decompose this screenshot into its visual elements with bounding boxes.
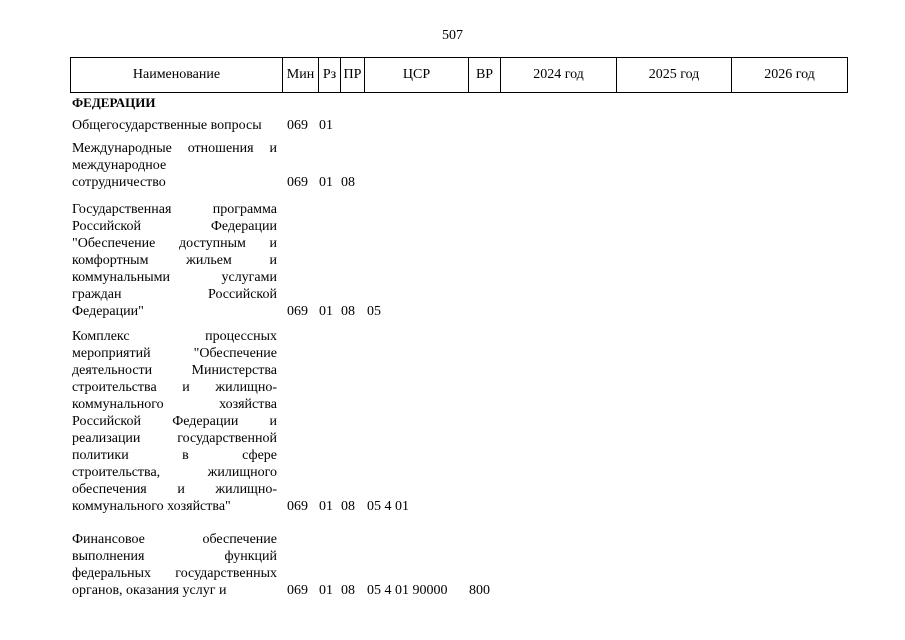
row-name-line: реализации государственной	[72, 431, 277, 446]
row-pr: 08	[341, 583, 355, 598]
row-min: 069	[287, 499, 308, 514]
header-2024: 2024 год	[501, 58, 617, 93]
row-pr: 08	[341, 175, 355, 190]
row-pr: 08	[341, 304, 355, 319]
row-name	[72, 140, 277, 191]
row-name-line: граждан Российской	[72, 287, 277, 302]
row-name-line: выполнения функций	[72, 549, 277, 564]
row-name-line: международное	[72, 158, 167, 173]
header-pr: ПР	[341, 58, 365, 93]
row-name-line: Государственная программа	[72, 202, 277, 217]
header-csr: ЦСР	[365, 58, 469, 93]
row-name-line: Комплекс процессных	[72, 329, 277, 344]
row-name-line: Финансовое обеспечение	[72, 532, 277, 547]
row-name	[72, 201, 277, 320]
row-name	[72, 328, 277, 515]
row-name-line: Российской Федерации и	[72, 414, 277, 429]
header-name: Наименование	[71, 58, 283, 93]
row-min: 069	[287, 118, 308, 133]
row-name-line: комфортным жильем и	[72, 253, 277, 268]
row-csr: 05 4 01	[367, 499, 409, 514]
row-name-line: "Обеспечение доступным и	[72, 236, 277, 251]
row-name-line: политики в сфере	[72, 448, 277, 463]
header-rz: Рз	[319, 58, 341, 93]
row-name	[72, 117, 277, 134]
row-name-line: коммунального хозяйства	[72, 397, 277, 412]
table-header	[70, 57, 848, 93]
row-name-line: строительства и жилищно-	[72, 380, 277, 395]
row-name-line: Общегосударственные вопросы	[72, 118, 262, 133]
row-rz: 01	[319, 118, 333, 133]
row-min: 069	[287, 175, 308, 190]
row-name-line: коммунального хозяйства"	[72, 499, 231, 514]
row-name-line: Международные отношения и	[72, 141, 277, 156]
row-name	[72, 531, 277, 599]
row-name-line: федеральных государственных	[72, 566, 277, 581]
row-csr: 05 4 01 90000	[367, 583, 448, 598]
page-number: 507	[442, 28, 463, 43]
row-rz: 01	[319, 583, 333, 598]
row-min: 069	[287, 583, 308, 598]
row-rz: 01	[319, 499, 333, 514]
header-min: Мин	[283, 58, 319, 93]
row-name-line: органов, оказания услуг и	[72, 583, 227, 598]
row-rz: 01	[319, 175, 333, 190]
row-min: 069	[287, 304, 308, 319]
header-2025: 2025 год	[617, 58, 732, 93]
section-title: ФЕДЕРАЦИИ	[72, 95, 156, 110]
row-csr: 05	[367, 304, 381, 319]
row-name-line: мероприятий "Обеспечение	[72, 346, 277, 361]
row-vr: 800	[469, 583, 490, 598]
row-name-line: сотрудничество	[72, 175, 166, 190]
row-rz: 01	[319, 304, 333, 319]
row-pr: 08	[341, 499, 355, 514]
row-name-line: Федерации"	[72, 304, 144, 319]
row-name-line: деятельности Министерства	[72, 363, 277, 378]
header-2026: 2026 год	[732, 58, 848, 93]
row-name-line: коммунальными услугами	[72, 270, 277, 285]
row-name-line: обеспечения и жилищно-	[72, 482, 277, 497]
row-name-line: строительства, жилищного	[72, 465, 277, 480]
header-vr: ВР	[469, 58, 501, 93]
row-name-line: Российской Федерации	[72, 219, 277, 234]
